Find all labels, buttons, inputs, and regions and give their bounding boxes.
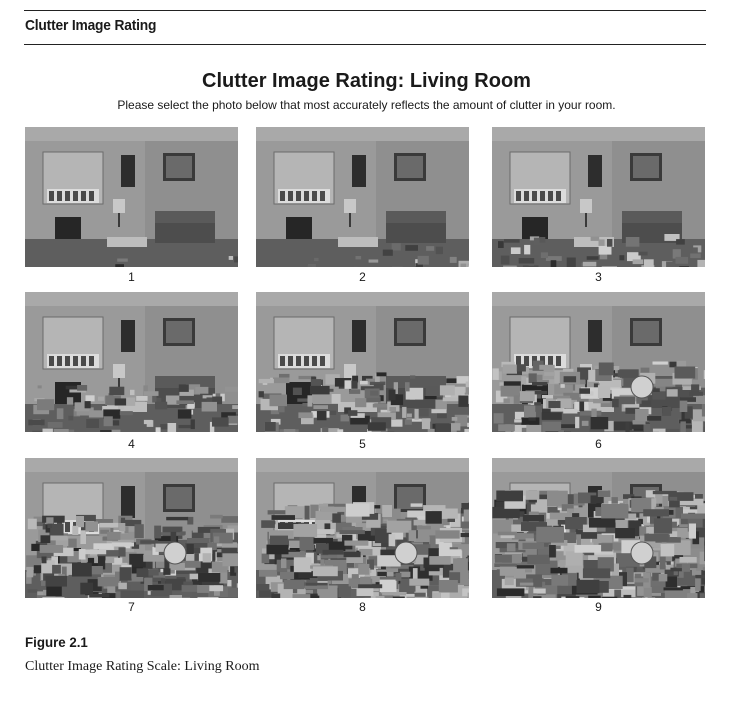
room-photo-4-image [25, 292, 238, 432]
room-photo-4[interactable] [25, 292, 238, 432]
photo-number-1: 1 [128, 270, 135, 284]
room-photo-8-image [256, 458, 469, 598]
room-photo-1[interactable] [25, 127, 238, 267]
photo-number-7: 7 [128, 600, 135, 614]
room-photo-3[interactable] [492, 127, 705, 267]
photo-number-9: 9 [595, 600, 602, 614]
photo-number-8: 8 [359, 600, 366, 614]
photo-number-5: 5 [359, 437, 366, 451]
photo-number-2: 2 [359, 270, 366, 284]
room-photo-7-image [25, 458, 238, 598]
room-photo-7[interactable] [25, 458, 238, 598]
room-photo-5[interactable] [256, 292, 469, 432]
figure-caption: Clutter Image Rating Scale: Living Room [25, 659, 260, 674]
room-photo-6-image [492, 292, 705, 432]
photo-number-6: 6 [595, 437, 602, 451]
photo-number-3: 3 [595, 270, 602, 284]
room-photo-6[interactable] [492, 292, 705, 432]
header-rule-top [24, 10, 706, 11]
room-photo-1-image [25, 127, 238, 267]
photo-number-4: 4 [128, 437, 135, 451]
instructions-text: Please select the photo below that most accurately reflects the amount of clutter in your room. [117, 98, 616, 112]
room-photo-3-image [492, 127, 705, 267]
header-rule-bottom [24, 44, 706, 45]
room-photo-9-image [492, 458, 705, 598]
header-title: Clutter Image Rating [25, 17, 157, 34]
room-photo-2-image [256, 127, 469, 267]
room-photo-9[interactable] [492, 458, 705, 598]
page-title: Clutter Image Rating: Living Room [202, 70, 531, 92]
room-photo-5-image [256, 292, 469, 432]
room-photo-8[interactable] [256, 458, 469, 598]
figure-label: Figure 2.1 [25, 634, 88, 650]
room-photo-2[interactable] [256, 127, 469, 267]
